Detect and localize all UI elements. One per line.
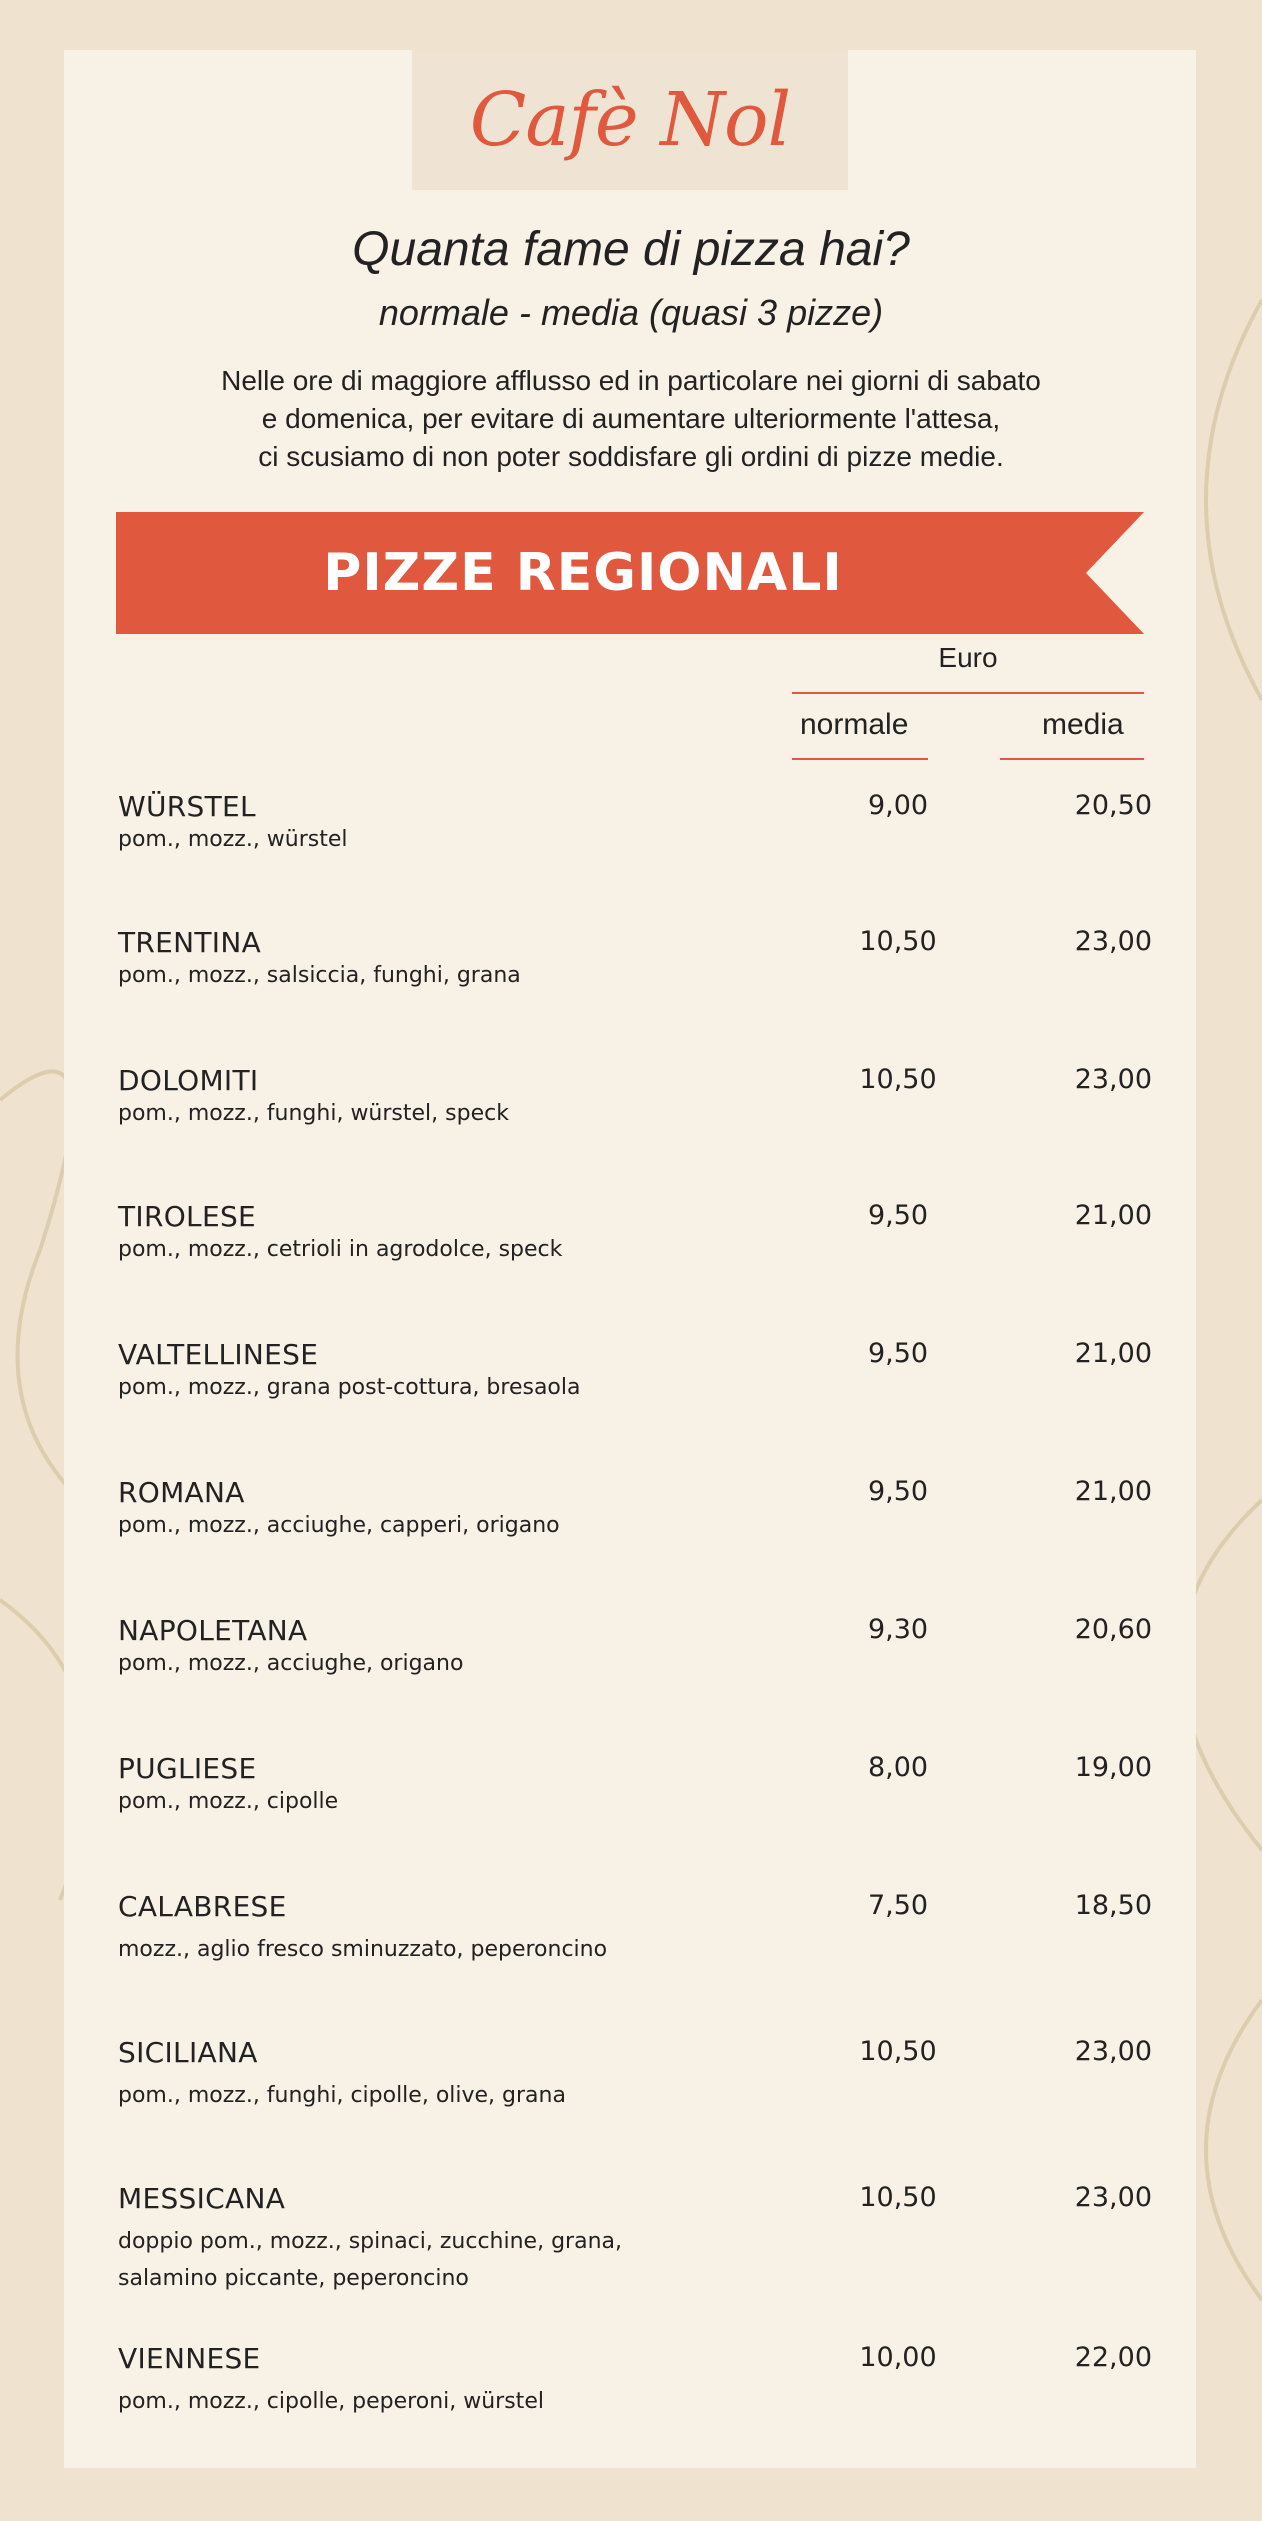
item-name: ROMANA <box>118 1476 245 1509</box>
item-name: WÜRSTEL <box>118 790 256 823</box>
item-description: pom., mozz., funghi, cipolle, olive, grana <box>118 2083 566 2108</box>
price-media: 21,00 <box>1074 1338 1152 1369</box>
price-media: 21,00 <box>1074 1200 1152 1231</box>
section-title: PIZZE REGIONALI <box>323 543 843 603</box>
item-name: NAPOLETANA <box>118 1614 308 1647</box>
menu-item <box>118 1752 1152 1814</box>
notice-line: Nelle ore di maggiore afflusso ed in particolare nei giorni di sabato <box>221 365 1041 396</box>
notice-line: e domenica, per evitare di aumentare ulteriormente l'attesa, <box>261 403 1001 434</box>
item-description-cont: salamino piccante, peperoncino <box>118 2266 469 2291</box>
page-subtitle: normale - media (quasi 3 pizze) <box>378 292 884 333</box>
menu-item <box>118 1064 1152 1126</box>
item-name: VALTELLINESE <box>118 1338 319 1371</box>
item-description: pom., mozz., acciughe, capperi, origano <box>118 1513 560 1538</box>
menu-item <box>118 1476 1152 1538</box>
header-rule-top <box>792 692 1144 694</box>
price-normale: 8,00 <box>867 1752 929 1783</box>
price-media: 23,00 <box>1074 926 1152 957</box>
notice-text <box>120 362 1142 476</box>
header-rule-left <box>792 758 928 760</box>
item-name: DOLOMITI <box>118 1064 259 1097</box>
price-normale: 7,50 <box>867 1890 929 1921</box>
col-header-normale: normale <box>800 708 909 741</box>
menu-item <box>118 2182 1152 2291</box>
menu-item <box>118 1338 1152 1400</box>
menu-item <box>118 2036 1152 2108</box>
price-media: 21,00 <box>1074 1476 1152 1507</box>
menu-item <box>118 1890 1152 1962</box>
price-normale: 10,50 <box>859 926 937 957</box>
price-normale: 9,50 <box>867 1338 929 1369</box>
item-name: VIENNESE <box>118 2342 261 2375</box>
price-normale: 9,30 <box>867 1614 929 1645</box>
item-description: doppio pom., mozz., spinaci, zucchine, grana, <box>118 2229 622 2254</box>
currency-label: Euro <box>938 642 998 673</box>
item-description: pom., mozz., acciughe, origano <box>118 1651 464 1676</box>
price-normale: 10,50 <box>859 2182 937 2213</box>
item-name: CALABRESE <box>118 1890 287 1923</box>
price-media: 20,60 <box>1074 1614 1152 1645</box>
logo-box <box>412 50 848 190</box>
price-normale: 10,50 <box>859 1064 937 1095</box>
header-rule-right <box>1000 758 1144 760</box>
item-description: pom., mozz., würstel <box>118 827 348 852</box>
item-description: pom., mozz., cipolle <box>118 1789 339 1814</box>
price-normale: 9,00 <box>867 790 929 821</box>
notice-line: ci scusiamo di non poter soddisfare gli ordini di pizze medie. <box>258 441 1004 472</box>
item-description: pom., mozz., funghi, würstel, speck <box>118 1101 509 1126</box>
price-media: 18,50 <box>1074 1890 1152 1921</box>
item-description: mozz., aglio fresco sminuzzato, peperoncino <box>118 1937 608 1962</box>
price-media: 23,00 <box>1074 2182 1152 2213</box>
price-media: 22,00 <box>1074 2342 1152 2373</box>
price-media: 23,00 <box>1074 2036 1152 2067</box>
item-name: SICILIANA <box>118 2036 258 2069</box>
price-media: 19,00 <box>1074 1752 1152 1783</box>
item-name: MESSICANA <box>118 2182 286 2215</box>
price-normale: 10,00 <box>859 2342 937 2373</box>
item-name: TRENTINA <box>118 926 262 959</box>
item-description: pom., mozz., cetrioli in agrodolce, speck <box>118 1237 563 1262</box>
price-media: 23,00 <box>1074 1064 1152 1095</box>
price-media: 20,50 <box>1074 790 1152 821</box>
price-normale: 9,50 <box>867 1476 929 1507</box>
menu-item <box>118 1200 1152 1262</box>
menu-item <box>118 2342 1152 2414</box>
menu-item <box>118 790 1152 852</box>
menu-item <box>118 1614 1152 1676</box>
item-description: pom., mozz., cipolle, peperoni, würstel <box>118 2389 544 2414</box>
price-normale: 9,50 <box>867 1200 929 1231</box>
page-title: Quanta fame di pizza hai? <box>352 223 910 276</box>
col-header-media: media <box>1042 708 1124 741</box>
item-description: pom., mozz., salsiccia, funghi, grana <box>118 963 521 988</box>
price-normale: 10,50 <box>859 2036 937 2067</box>
logo: Cafè Nol <box>469 77 791 163</box>
item-name: PUGLIESE <box>118 1752 257 1785</box>
menu-item <box>118 926 1152 988</box>
item-description: pom., mozz., grana post-cottura, bresaola <box>118 1375 581 1400</box>
item-name: TIROLESE <box>118 1200 257 1233</box>
